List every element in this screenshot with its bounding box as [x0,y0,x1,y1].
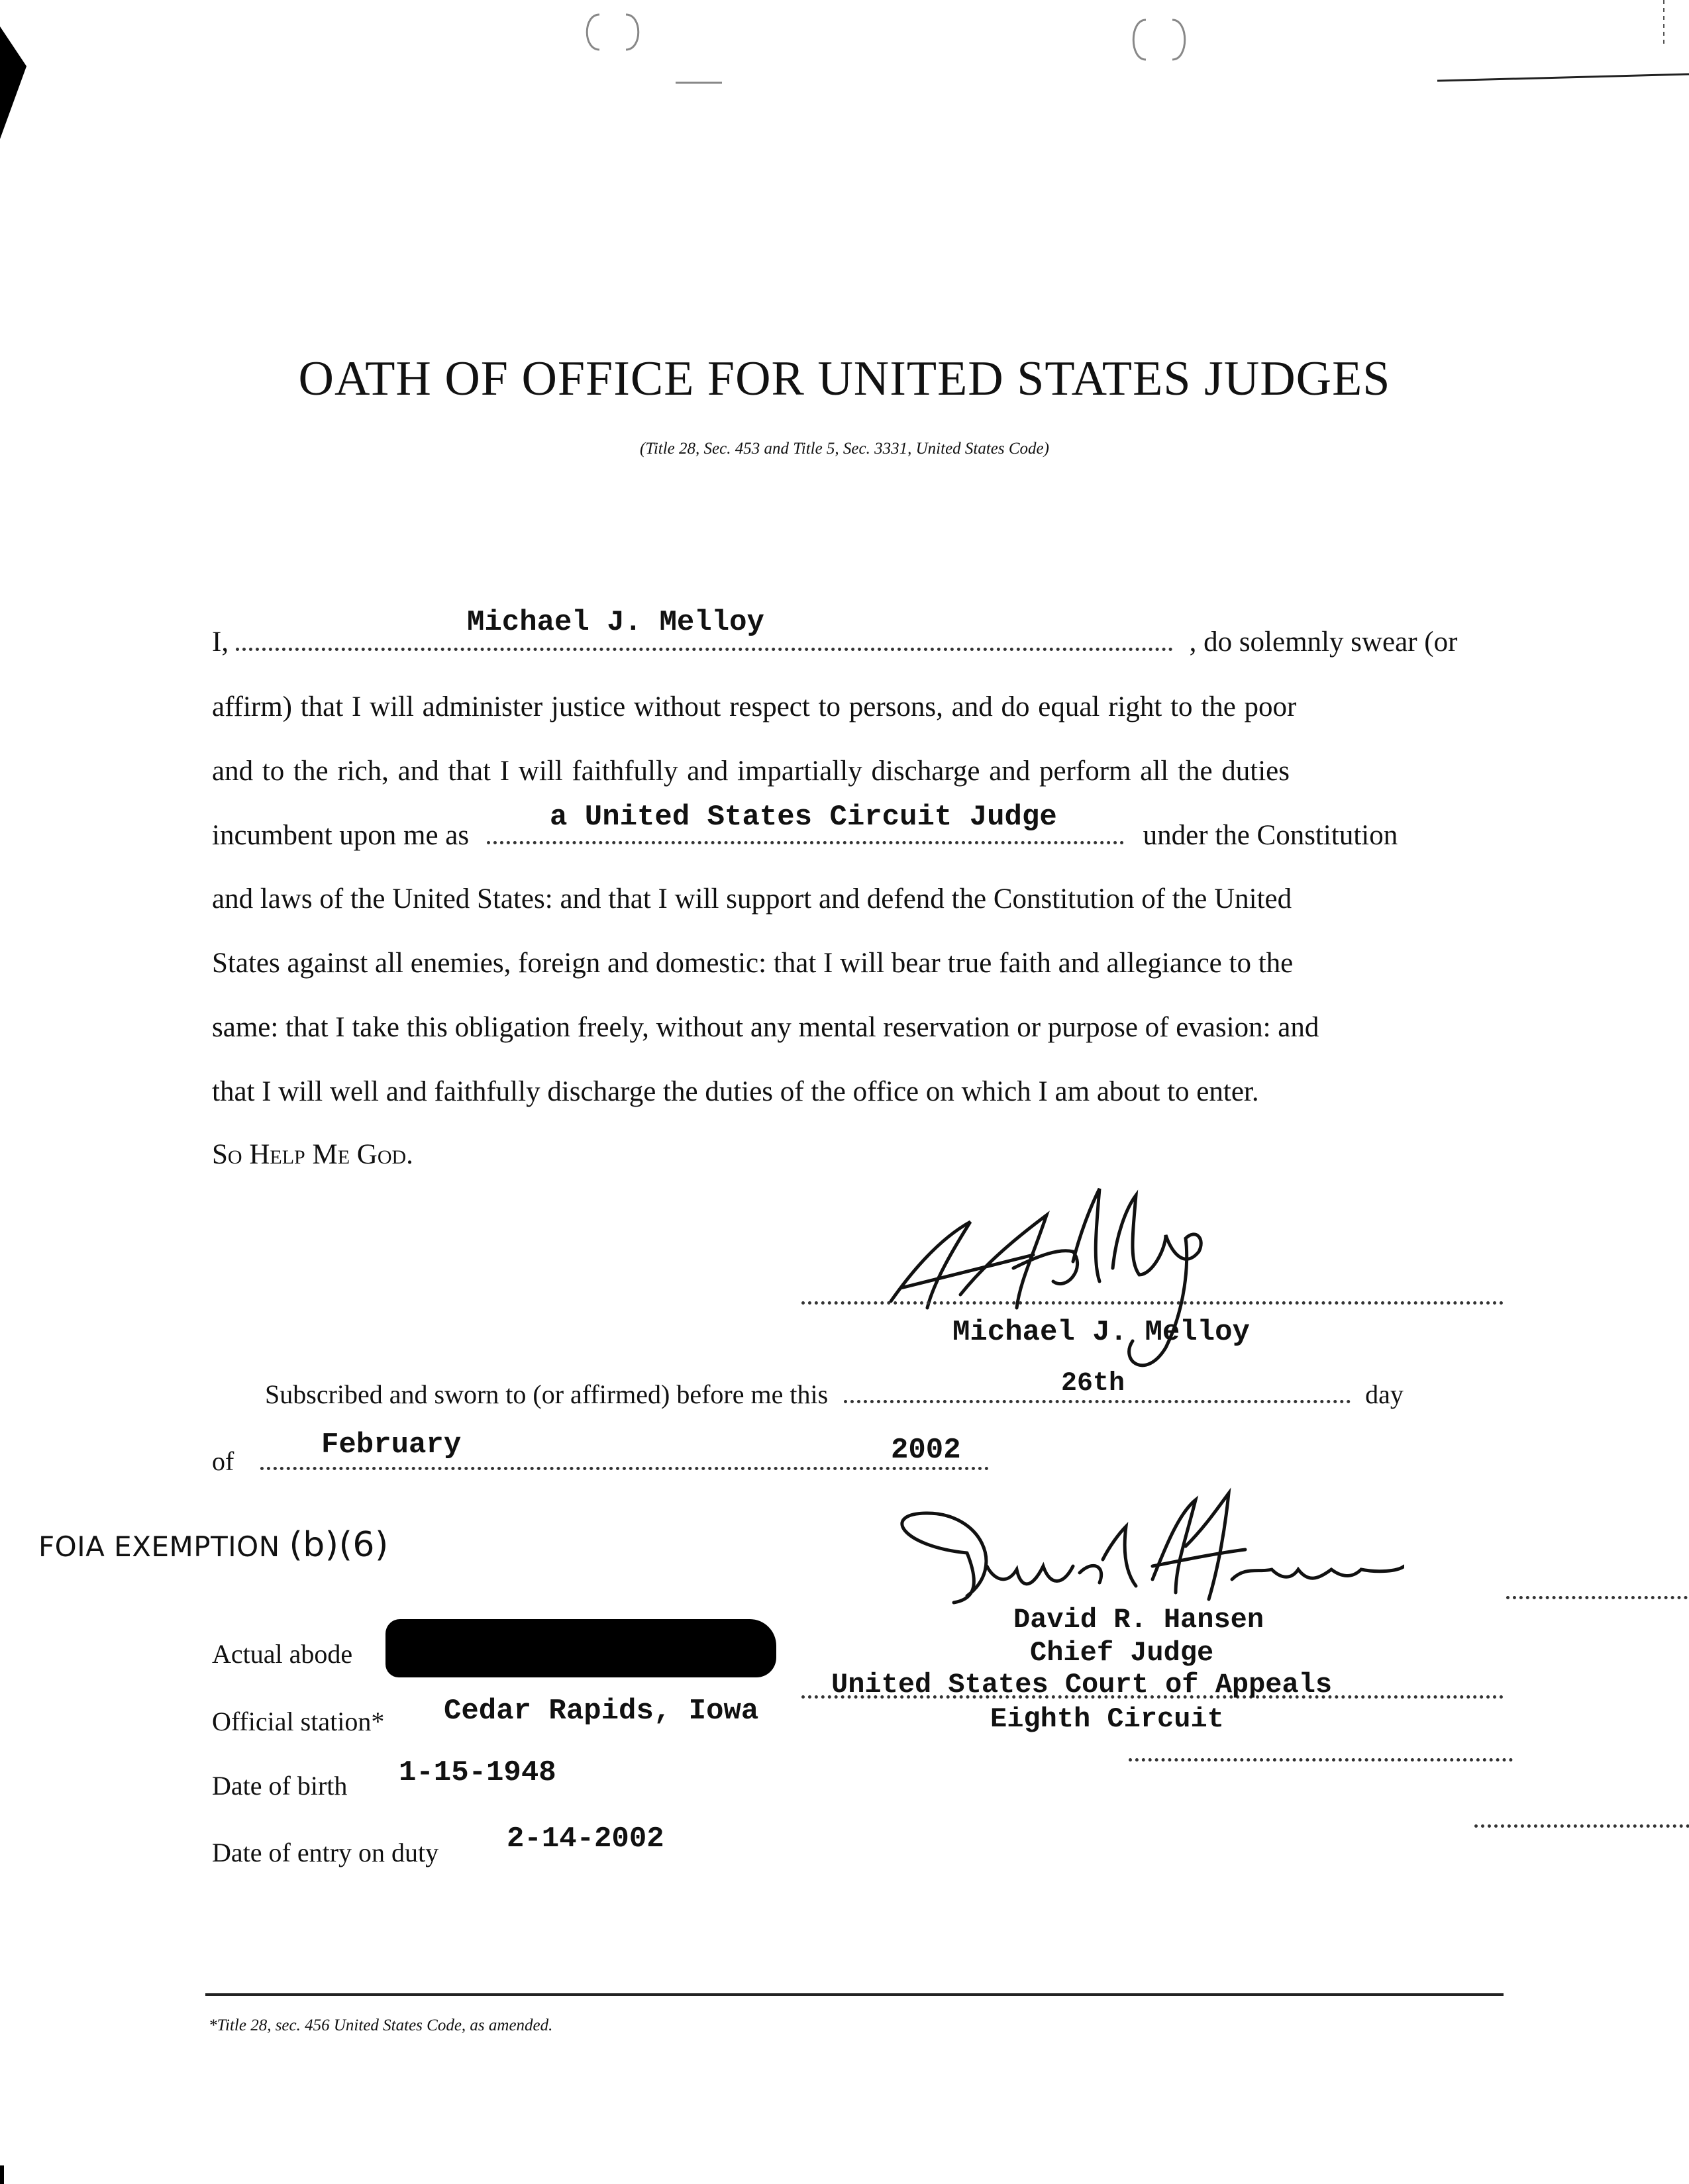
of-label: of [212,1446,234,1476]
station-blank [1129,1738,1513,1762]
affiant-signed-name: Michael J. Melloy [952,1316,1250,1349]
oath-line-6: States against all enemies, foreign and domestic: that I will bear true faith and allegiance to the [212,948,1294,979]
footnote: *Title 28, sec. 456 United States Code, as amended. [209,2016,553,2034]
oath-line-3: and to the rich, and that I will faithfully and impartially discharge and perform all the duties [212,756,1290,787]
dob-label: Date of birth [212,1771,348,1801]
sworn-line [265,1380,1504,1408]
officer-circuit: Eighth Circuit [990,1703,1224,1735]
entry-label: Date of entry on duty [212,1838,439,1867]
oath-intro: I, [212,626,229,658]
oath-line-4-end: under the Constitution [1143,820,1398,851]
officer-signature-line [1506,1576,1689,1599]
foia-stamp [38,1525,389,1565]
document-title: OATH OF OFFICE FOR UNITED STATES JUDGES [298,352,1391,406]
officer-court: United States Court of Appeals [831,1669,1333,1701]
foia-label: FOIA EXEMPTION [38,1530,280,1563]
foia-code: (b)(6) [289,1525,389,1565]
sworn-text: Subscribed and sworn to (or affirmed) before me this [265,1379,829,1409]
sworn-month: February [321,1428,462,1462]
sworn-year: 2002 [891,1434,961,1467]
affiant-signature-line [801,1281,1504,1305]
footnote-rule [205,1993,1504,1996]
affiant-name-field: Michael J. Melloy [467,606,764,639]
document-subtitle: (Title 28, Sec. 453 and Title 5, Sec. 3331, United States Code) [640,440,1049,458]
oath-closing: So Help Me God. [212,1139,413,1170]
day-label: day [1365,1379,1404,1409]
oath-line-1-end: , do solemnly swear (or [1189,626,1458,658]
position-field: a United States Circuit Judge [550,801,1057,834]
oath-line-5: and laws of the United States: and that I will support and defend the Constitution of the United [212,883,1292,915]
sworn-day: 26th [1061,1369,1125,1399]
officer-name: David R. Hansen [1013,1604,1264,1636]
oath-line-7: same: that I take this obligation freely, without any mental reservation or purpose of evasion: and [212,1012,1319,1043]
officer-title: Chief Judge [1030,1637,1214,1669]
dob-blank [1474,1805,1689,1828]
station-field: Cedar Rapids, Iowa [444,1695,759,1728]
oath-line-4-start: incumbent upon me as [212,820,470,851]
station-label: Official station* [212,1707,385,1736]
oath-line-8: that I will well and faithfully discharge the duties of the office on which I am about to enter. [212,1076,1259,1107]
abode-label: Actual abode [212,1639,353,1669]
dob-field: 1-15-1948 [399,1756,556,1789]
oath-line-1 [212,628,1504,656]
entry-field: 2-14-2002 [507,1822,664,1856]
oath-line-2: affirm) that I will administer justice without respect to persons, and do equal right to the poor [212,691,1297,722]
redacted-abode [385,1619,776,1677]
